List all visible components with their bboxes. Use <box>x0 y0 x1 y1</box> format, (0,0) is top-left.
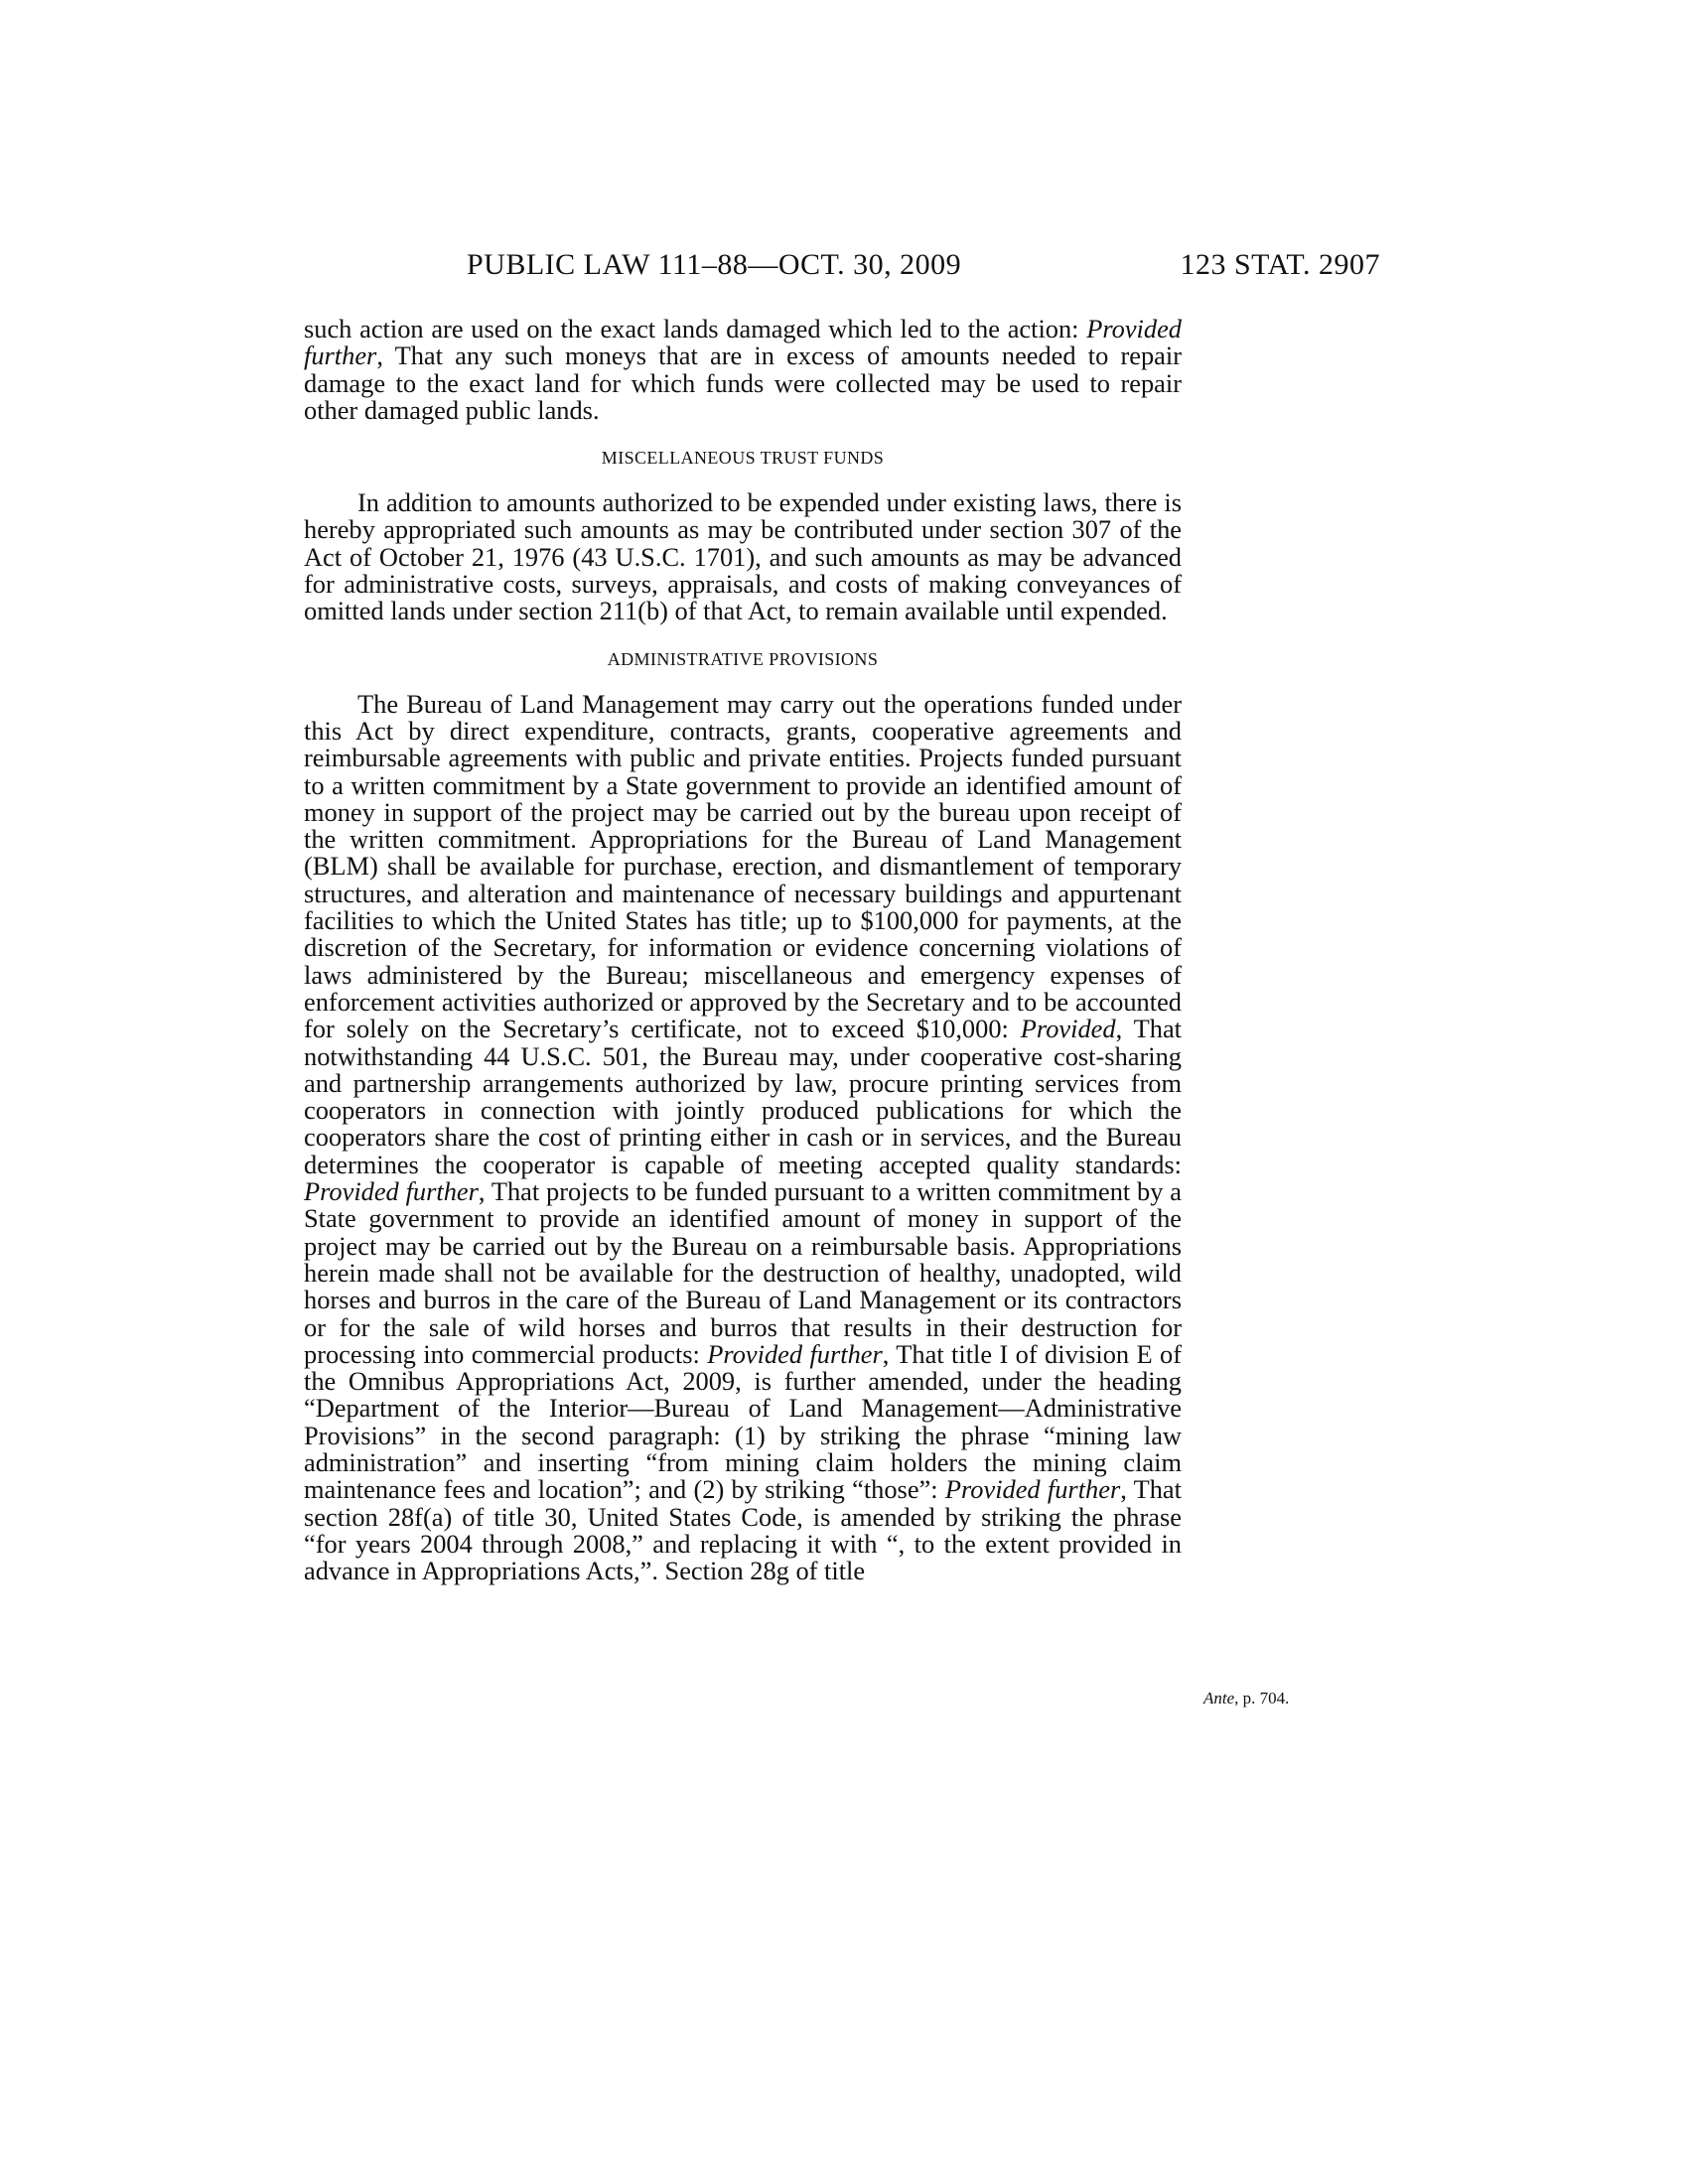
admin-text-1: The Bureau of Land Management may carry out the operations funded under this Act by direct expenditure, contracts, grants, cooperative agreements and reimbursable agreements with public and private entities. Projects funded pursuant to a written commitment by a State government to provide an identified amount of money in support of the project may be carried out by the bureau upon receipt of the written commitment. Appropriations for the Bureau of Land Management (BLM) shall be available for purchase, erection, and dismantlement of temporary structures, and alteration and maintenance of necessary buildings and appurtenant facilities to which the United States has title; up to $100,000 for payments, at the discretion of the Secretary, for information or evidence concerning violations of laws administered by the Bureau; miscellaneous and emergency expenses of enforcement activities authorized or approved by the Secretary and to be accounted for solely on the Secretary’s certificate, not to exceed $10,000: <box>304 688 1182 1044</box>
continued-text-1: such action are used on the exact lands damaged which led to the action: <box>304 314 1087 343</box>
administrative-provisions-paragraph <box>304 688 1182 1586</box>
stat-citation: 123 STAT. 2907 <box>1180 248 1380 281</box>
continued-italic-1: Provided further <box>304 314 1182 371</box>
admin-italic-4: Provided further <box>944 1474 1121 1505</box>
text-column <box>304 316 1182 1584</box>
heading-administrative-provisions: ADMINISTRATIVE PROVISIONS <box>607 648 879 669</box>
heading-trust-funds: MISCELLANEOUS TRUST FUNDS <box>601 448 885 469</box>
admin-text-2: , That notwithstanding 44 U.S.C. 501, the Bureau may, under cooperative cost-sharing and partnership arrangements authorized by law, procure printing services from cooperators in connection with jointly produced publications for which the cooperators share the cost of printing either in cash or in services, and the Bureau determines the cooperator is capable of meeting accepted quality standards: <box>304 1014 1182 1179</box>
admin-italic-2: Provided further <box>304 1176 479 1207</box>
admin-text-3: , That projects to be funded pursuant to a written commitment by a State government to provide an identified amount of money in support of the project may be carried out by the Bureau on a reimbursable basis. Appropriations herein made shall not be available for the destruction of healthy, unadopted, wild horses and burros in the care of the Bureau of Land Management or its contractors or for the sale of wild horses and burros that results in their destruction for processing into commercial products: <box>304 1176 1182 1369</box>
margin-note-page: , p. 704. <box>1234 1689 1290 1707</box>
continued-paragraph <box>304 316 1182 424</box>
admin-italic-3: Provided further <box>707 1338 883 1369</box>
admin-text-5: , That section 28f(a) of title 30, United States Code, is amended by striking the phrase “for years 2004 through 2008,” and replacing it with “, to the extent provided in advance in Appropriations Acts,”. Section 28g of title <box>304 1474 1182 1586</box>
continued-text-2: , That any such moneys that are in excess of amounts needed to repair damage to the exact land for which funds were collected may be used to repair other damaged public lands. <box>304 341 1182 425</box>
admin-italic-1: Provided <box>1020 1014 1116 1044</box>
margin-note-ante <box>1203 1689 1289 1708</box>
law-citation: PUBLIC LAW 111–88—OCT. 30, 2009 <box>467 248 962 281</box>
margin-note-ante-word: Ante <box>1203 1689 1235 1707</box>
running-header <box>467 248 1380 288</box>
admin-text-4: , That title I of division E of the Omnibus Appropriations Act, 2009, is further amended, under the heading “Department of the Interior—Bureau of Land Management—Administrative Provisions” in the second paragraph: (1) by striking the phrase “mining law administration” and inserting “from mining claim holders the mining claim maintenance fees and location”; and (2) by striking “those”: <box>304 1338 1182 1505</box>
trust-funds-paragraph: In addition to amounts authorized to be expended under existing laws, there is hereby appropriated such amounts as may be contributed under section 307 of the Act of October 21, 1976 (43 U.S.C. 1701), and such amounts as may be advanced for administrative costs, surveys, appraisals, and costs of making conveyances of omitted lands under section 211(b) of that Act, to remain available until expended. <box>304 487 1182 626</box>
